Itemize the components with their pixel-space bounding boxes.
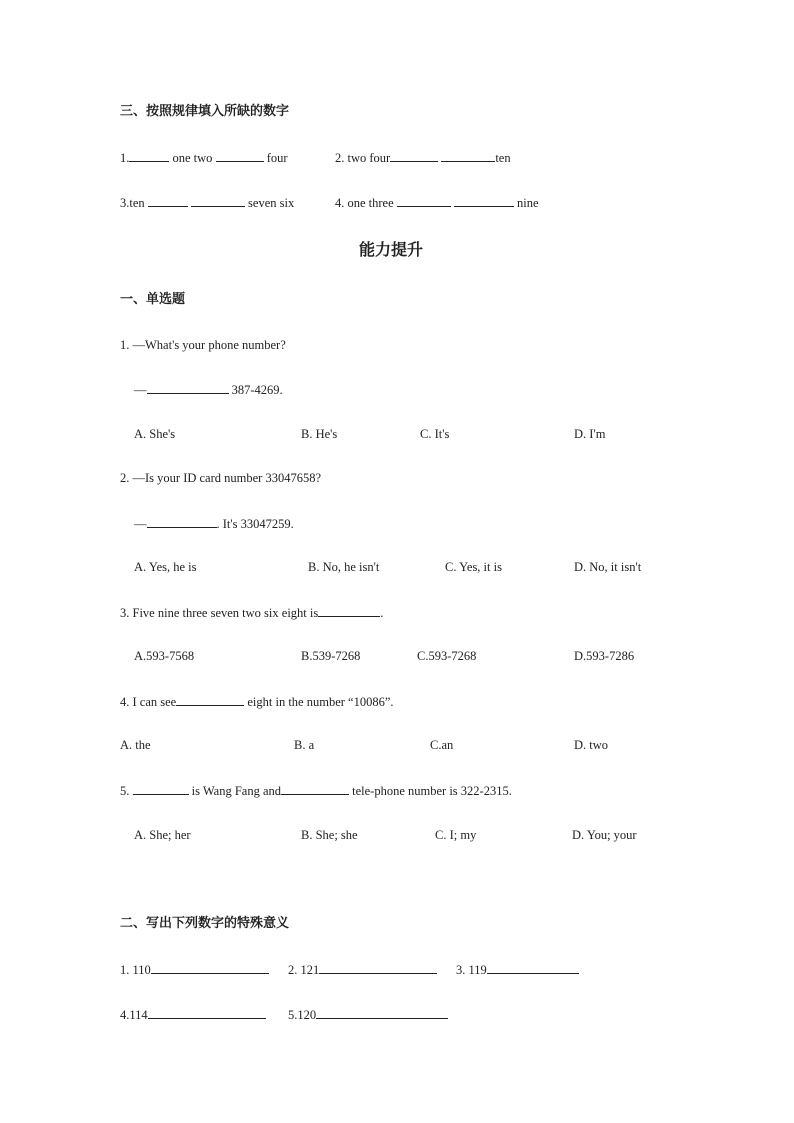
section3-heading: 三、按照规律填入所缺的数字 bbox=[120, 104, 290, 119]
mc-q5-stem: 5. bbox=[120, 784, 133, 798]
blank[interactable] bbox=[129, 149, 169, 162]
mc-q5-option-a[interactable]: A. She; her bbox=[134, 828, 191, 842]
meaning-item-5 bbox=[288, 1006, 448, 1023]
meaning-item-label: 5.120 bbox=[288, 1008, 317, 1022]
meaning-item-label: 4.114 bbox=[120, 1008, 148, 1022]
mc-q1-answer-line bbox=[134, 381, 283, 398]
mc-q3-stem-line bbox=[120, 604, 383, 621]
page-title: 能力提升 bbox=[359, 240, 424, 259]
blank[interactable] bbox=[147, 381, 229, 394]
mc-q1-option-b[interactable]: B. He's bbox=[301, 427, 338, 441]
blank[interactable] bbox=[281, 782, 349, 795]
mc-q5-stem-line bbox=[120, 782, 512, 799]
dash: — bbox=[134, 383, 147, 397]
mc-heading: 一、单选题 bbox=[120, 292, 186, 307]
mc-q4-option-b[interactable]: B. a bbox=[294, 738, 315, 752]
fill-q2 bbox=[335, 149, 511, 166]
fill-q1 bbox=[120, 149, 288, 166]
blank[interactable] bbox=[148, 194, 188, 207]
mc-q5-option-d[interactable]: D. You; your bbox=[572, 828, 637, 842]
section2-heading: 二、写出下列数字的特殊意义 bbox=[120, 916, 290, 931]
mc-q4-option-a[interactable]: A. the bbox=[120, 738, 151, 752]
mc-q1-option-c[interactable]: C. It's bbox=[420, 427, 450, 441]
blank[interactable] bbox=[133, 782, 189, 795]
blank[interactable] bbox=[316, 1006, 448, 1019]
blank[interactable] bbox=[390, 149, 438, 162]
mc-q3-option-a[interactable]: A.593-7568 bbox=[134, 649, 195, 663]
mc-q4-tail: eight in the number “10086”. bbox=[244, 695, 394, 709]
blank[interactable] bbox=[216, 149, 264, 162]
blank[interactable] bbox=[191, 194, 245, 207]
fill-q1-number: 1. bbox=[120, 151, 130, 165]
mc-q3-stem: 3. Five nine three seven two six eight is bbox=[120, 606, 319, 620]
dash: — bbox=[134, 517, 147, 531]
fill-q2-number: 2. two four bbox=[335, 151, 391, 165]
mc-q1-stem: 1. —What's your phone number? bbox=[120, 338, 286, 352]
mc-q5-mid: is Wang Fang and bbox=[188, 784, 282, 798]
blank[interactable] bbox=[318, 604, 380, 617]
blank[interactable] bbox=[397, 194, 451, 207]
mc-q2-option-a[interactable]: A. Yes, he is bbox=[134, 560, 197, 574]
mc-q4-stem-line bbox=[120, 693, 394, 710]
meaning-item-label: 2. 121 bbox=[288, 963, 320, 977]
fill-q4 bbox=[335, 194, 539, 211]
fill-q1-text-a: one two bbox=[169, 151, 216, 165]
mc-q2-answer-line bbox=[134, 515, 294, 532]
mc-q2-option-d[interactable]: D. No, it isn't bbox=[574, 560, 642, 574]
mc-q3-option-b[interactable]: B.539-7268 bbox=[301, 649, 361, 663]
meaning-item-3 bbox=[456, 961, 579, 978]
blank[interactable] bbox=[441, 149, 495, 162]
fill-q1-text-b: four bbox=[263, 151, 288, 165]
meaning-item-label: 3. 119 bbox=[456, 963, 487, 977]
mc-q5-tail: tele-phone number is 322-2315. bbox=[349, 784, 512, 798]
mc-q4-stem: 4. I can see bbox=[120, 695, 177, 709]
mc-q1-option-d[interactable]: D. I'm bbox=[574, 427, 606, 441]
mc-q5-option-b[interactable]: B. She; she bbox=[301, 828, 358, 842]
fill-q4-number: 4. one three bbox=[335, 196, 394, 210]
fill-q3-text: seven six bbox=[244, 196, 295, 210]
mc-q2-tail: . It's 33047259. bbox=[216, 517, 294, 531]
fill-q3-number: 3.ten bbox=[120, 196, 145, 210]
blank[interactable] bbox=[487, 961, 579, 974]
fill-q3 bbox=[120, 194, 294, 211]
meaning-item-label: 1. 110 bbox=[120, 963, 151, 977]
mc-q2-stem: 2. —Is your ID card number 33047658? bbox=[120, 471, 321, 485]
mc-q3-tail: . bbox=[380, 606, 384, 620]
blank[interactable] bbox=[454, 194, 514, 207]
mc-q2-option-b[interactable]: B. No, he isn't bbox=[308, 560, 380, 574]
blank[interactable] bbox=[176, 693, 244, 706]
mc-q1-option-a[interactable]: A. She's bbox=[134, 427, 176, 441]
fill-q2-text: ten bbox=[495, 151, 511, 165]
mc-q4-option-c[interactable]: C.an bbox=[430, 738, 454, 752]
mc-q4-option-d[interactable]: D. two bbox=[574, 738, 609, 752]
meaning-item-2 bbox=[288, 961, 437, 978]
blank[interactable] bbox=[319, 961, 437, 974]
mc-q2-option-c[interactable]: C. Yes, it is bbox=[445, 560, 502, 574]
mc-q5-option-c[interactable]: C. I; my bbox=[435, 828, 477, 842]
mc-q1-tail: 387-4269. bbox=[228, 383, 283, 397]
blank[interactable] bbox=[151, 961, 269, 974]
fill-q4-text: nine bbox=[513, 196, 539, 210]
blank[interactable] bbox=[148, 1006, 266, 1019]
blank[interactable] bbox=[147, 515, 217, 528]
meaning-item-4 bbox=[120, 1006, 266, 1023]
meaning-item-1 bbox=[120, 961, 269, 978]
mc-q3-option-c[interactable]: C.593-7268 bbox=[417, 649, 477, 663]
mc-q3-option-d[interactable]: D.593-7286 bbox=[574, 649, 635, 663]
